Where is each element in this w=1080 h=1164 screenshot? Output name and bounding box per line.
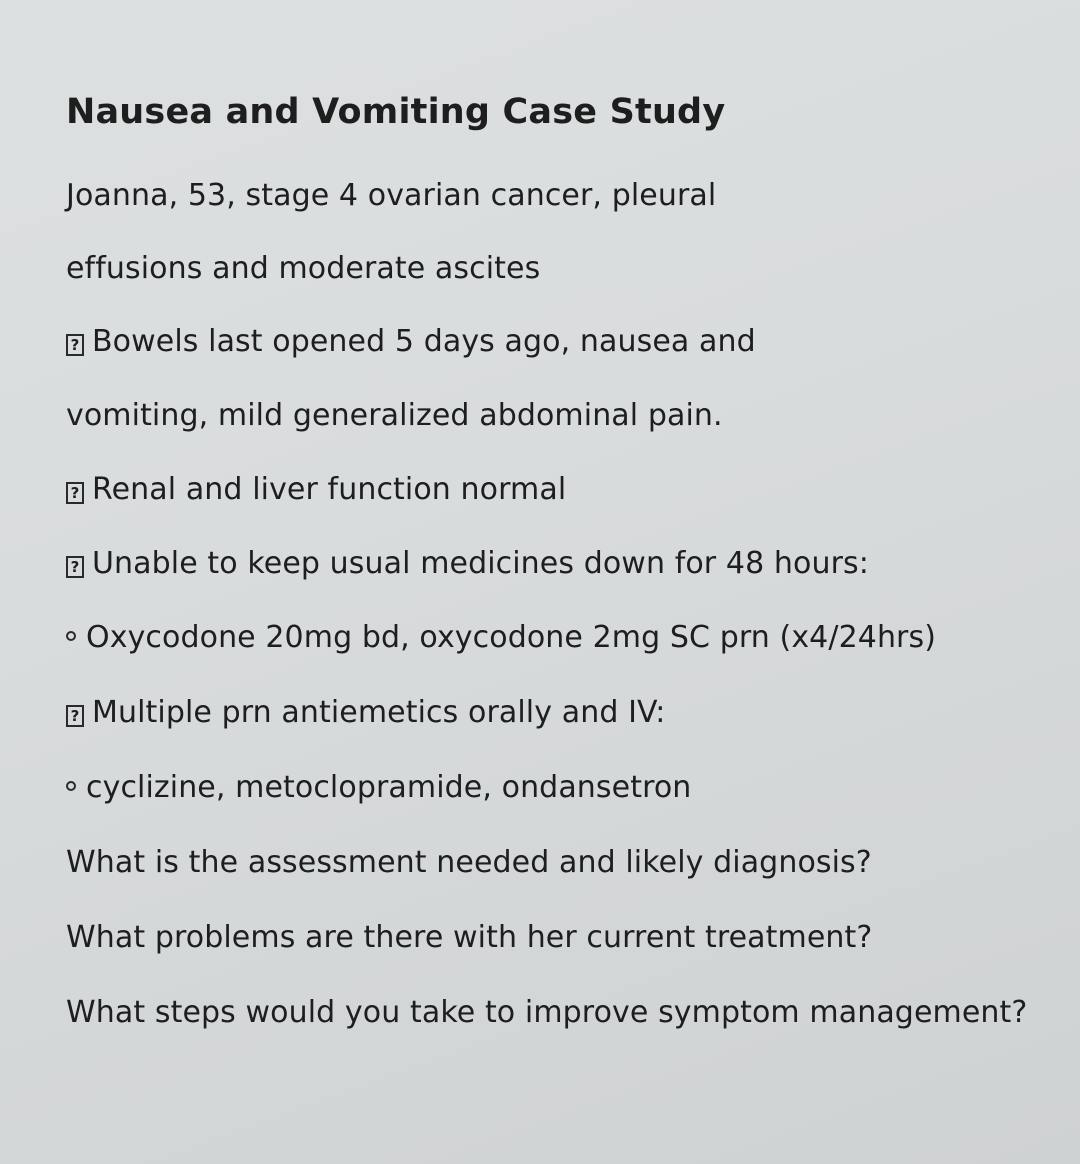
hollow-circle-bullet-icon: [66, 781, 76, 791]
bullet-item-renal: [66, 472, 566, 507]
sub-bullet-oxycodone: [66, 620, 936, 655]
missing-glyph-bullet-icon: ?: [66, 556, 84, 578]
hollow-circle-bullet-icon: [66, 631, 76, 641]
question-symptom-management: What steps would you take to improve symptom management?: [66, 995, 1028, 1030]
intro-line-1: Joanna, 53, stage 4 ovarian cancer, pleural: [66, 178, 717, 213]
question-treatment-problems: What problems are there with her current treatment?: [66, 920, 873, 955]
bullet-text: Unable to keep usual medicines down for 48 hours:: [92, 546, 869, 581]
missing-glyph-bullet-icon: ?: [66, 334, 84, 356]
sub-bullet-antiemetic-list: [66, 770, 691, 805]
bullet-text: Multiple prn antiemetics orally and IV:: [92, 695, 666, 730]
question-assessment: What is the assessment needed and likely diagnosis?: [66, 845, 872, 880]
bullet-item-bowels: [66, 324, 756, 359]
bullet-item-antiemetics: [66, 695, 665, 730]
missing-glyph-bullet-icon: ?: [66, 705, 84, 727]
sub-bullet-text: Oxycodone 20mg bd, oxycodone 2mg SC prn (x4/24hrs): [86, 620, 937, 655]
bullet-item-medicines: [66, 546, 869, 581]
bullet-item-bowels-continued: vomiting, mild generalized abdominal pain.: [66, 398, 723, 433]
bullet-text: Renal and liver function normal: [92, 472, 567, 507]
missing-glyph-bullet-icon: ?: [66, 482, 84, 504]
page-title: Nausea and Vomiting Case Study: [66, 92, 726, 132]
intro-line-2: effusions and moderate ascites: [66, 251, 541, 286]
sub-bullet-text: cyclizine, metoclopramide, ondansetron: [86, 770, 692, 805]
bullet-text: Bowels last opened 5 days ago, nausea and: [92, 324, 756, 359]
